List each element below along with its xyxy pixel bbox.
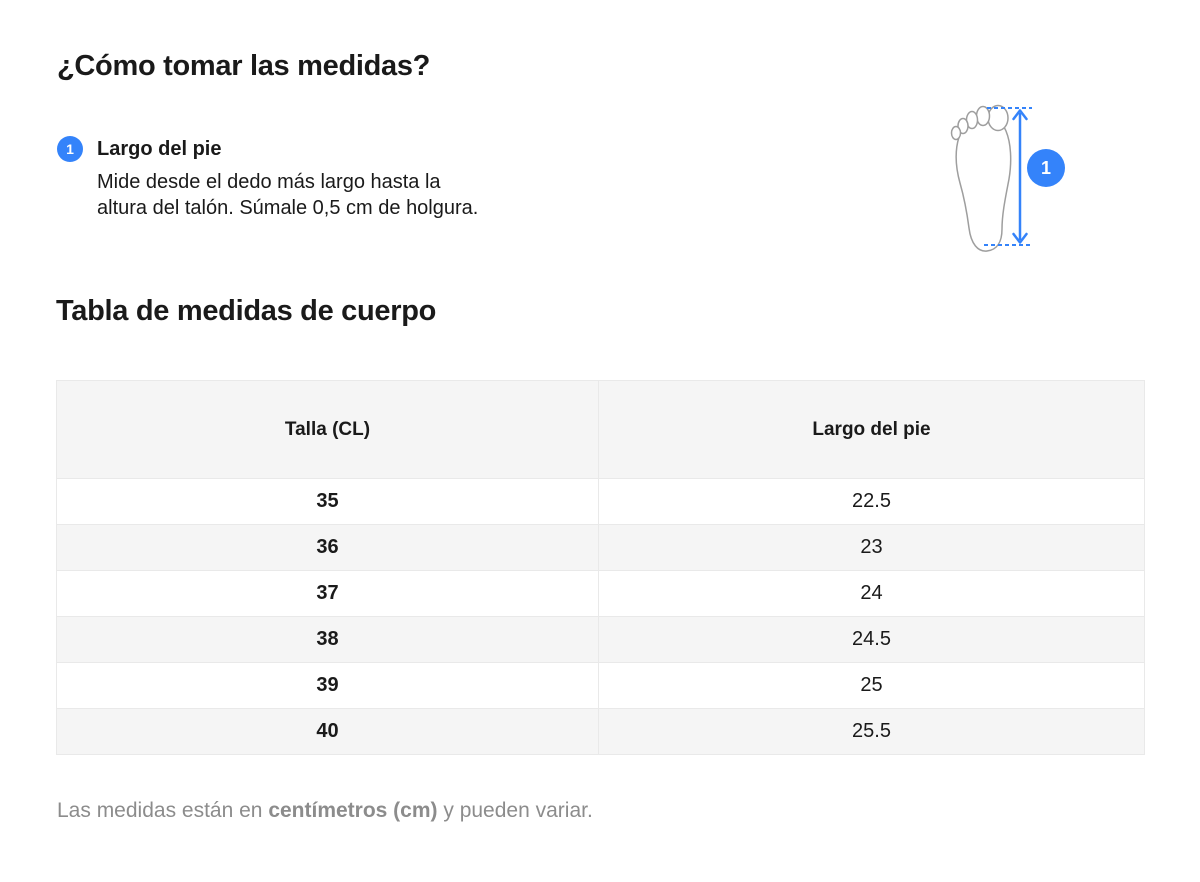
largo-cell: 24 xyxy=(599,571,1145,617)
foot-toe-2 xyxy=(977,107,990,126)
table-row xyxy=(57,617,1145,663)
foot-measurement-illustration xyxy=(940,95,1070,255)
table-header-row xyxy=(57,381,1145,479)
table-row xyxy=(57,709,1145,755)
footnote-prefix: Las medidas están en xyxy=(57,799,269,822)
talla-cell: 35 xyxy=(57,479,599,525)
largo-cell: 25 xyxy=(599,663,1145,709)
table-section-title: Tabla de medidas de cuerpo xyxy=(56,295,437,327)
table-row xyxy=(57,479,1145,525)
step-description-line-1: Mide desde el dedo más largo hasta la xyxy=(97,171,441,193)
step-number-badge: 1 xyxy=(57,136,83,162)
table-row xyxy=(57,663,1145,709)
footnote-suffix: y pueden variar. xyxy=(437,799,593,822)
talla-cell: 39 xyxy=(57,663,599,709)
units-footnote xyxy=(57,799,593,823)
column-header-talla: Talla (CL) xyxy=(57,381,599,479)
foot-pinky-toe xyxy=(952,127,961,140)
measurement-step-1 xyxy=(57,136,478,221)
largo-cell: 24.5 xyxy=(599,617,1145,663)
step-text xyxy=(97,136,478,221)
largo-cell: 23 xyxy=(599,525,1145,571)
foot-big-toe xyxy=(988,106,1008,131)
step-description-line-2: altura del talón. Súmale 0,5 cm de holgura. xyxy=(97,197,479,219)
step-label: Largo del pie xyxy=(97,138,222,160)
table-row xyxy=(57,525,1145,571)
column-header-largo: Largo del pie xyxy=(599,381,1145,479)
talla-cell: 36 xyxy=(57,525,599,571)
largo-cell: 25.5 xyxy=(599,709,1145,755)
talla-cell: 38 xyxy=(57,617,599,663)
talla-cell: 37 xyxy=(57,571,599,617)
footnote-bold: centímetros (cm) xyxy=(268,799,438,822)
page-title: ¿Cómo tomar las medidas? xyxy=(57,50,431,82)
table-row xyxy=(57,571,1145,617)
talla-cell: 40 xyxy=(57,709,599,755)
illustration-marker-badge: 1 xyxy=(1027,149,1065,187)
size-table xyxy=(56,380,1145,755)
foot-sole-outline xyxy=(956,118,1011,251)
largo-cell: 22.5 xyxy=(599,479,1145,525)
